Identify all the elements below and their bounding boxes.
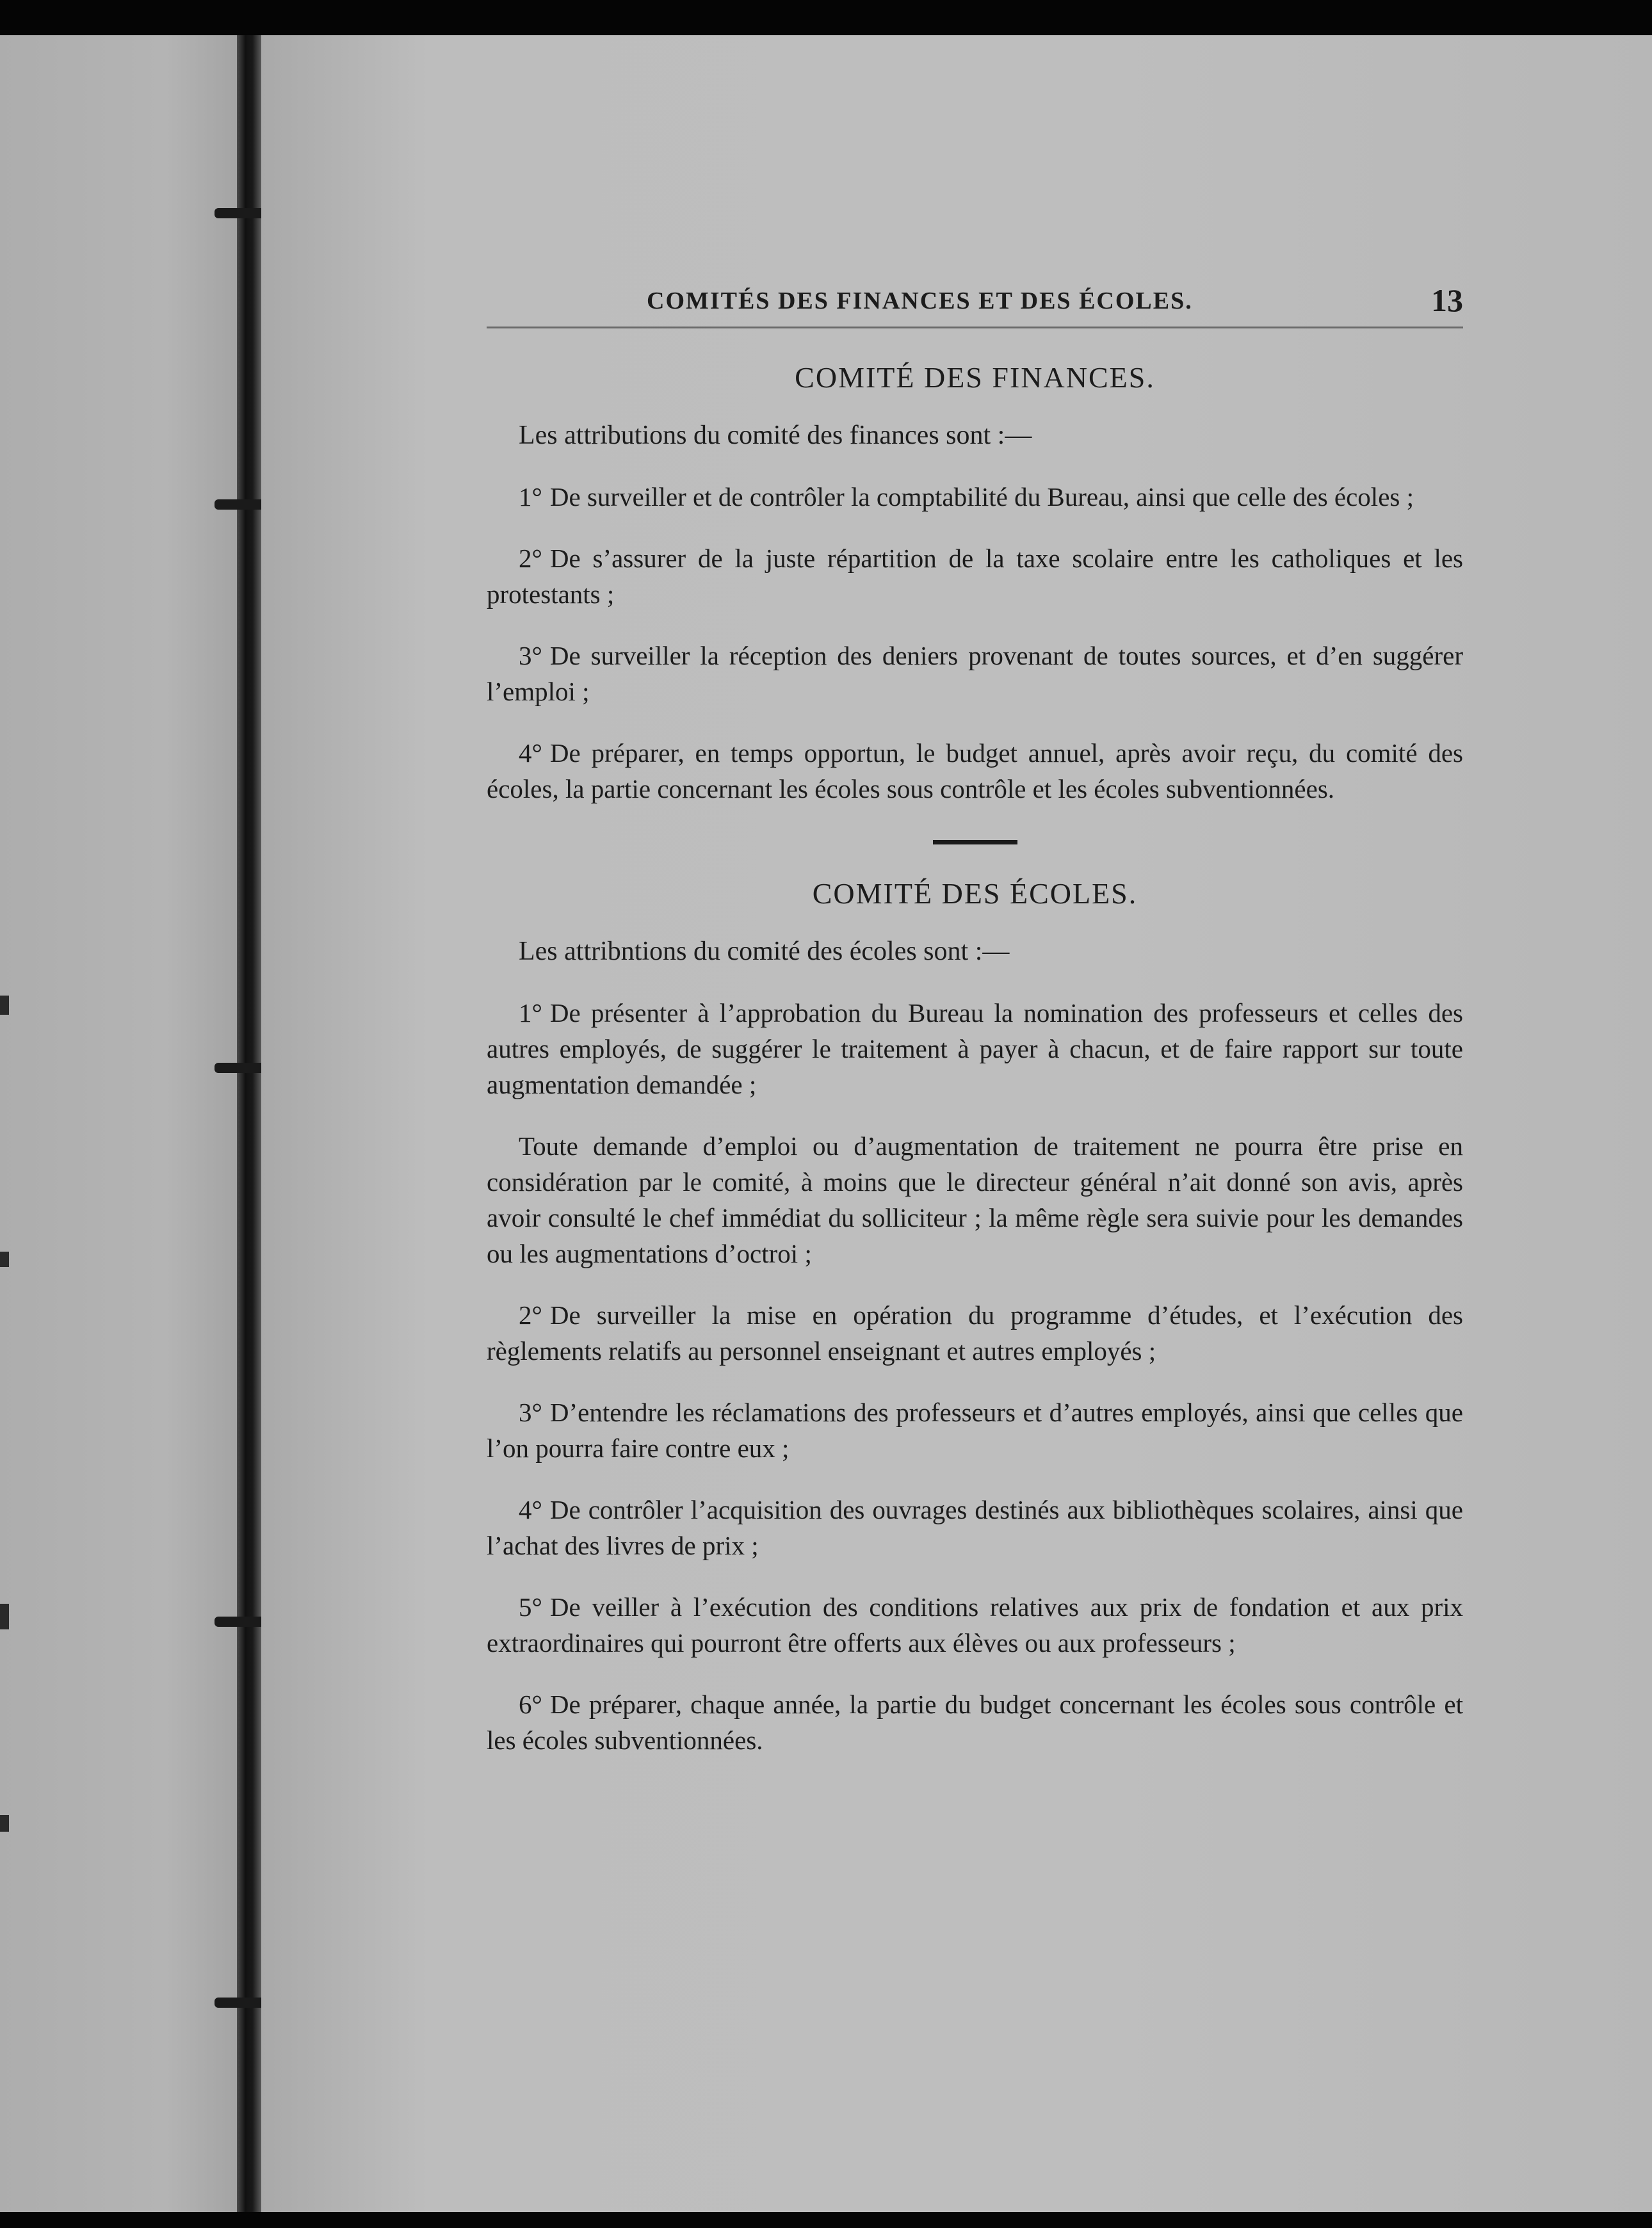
- running-header: [487, 256, 1463, 328]
- item-text: De veiller à l’exécution des conditions relatives aux prix de fondation et aux prix extraordinaires qui pourront être offerts aux élèves ou aux professeurs ;: [487, 1592, 1463, 1658]
- item-number: 2°: [519, 544, 542, 573]
- item-text: De préparer, chaque année, la partie du budget concernant les écoles sous contrôle et les écoles subventionnées.: [487, 1690, 1463, 1755]
- item-text: D’entendre les réclamations des professeurs et d’autres employés, ainsi que celles que l’on pourra faire contre eux ;: [487, 1398, 1463, 1463]
- finances-item: [487, 479, 1463, 515]
- item-text: De préparer, en temps opportun, le budget annuel, après avoir reçu, du comité des écoles, la partie concernant les écoles sous contrôle et les écoles subventionnées.: [487, 738, 1463, 803]
- finances-item: [487, 638, 1463, 709]
- item-text: De surveiller et de contrôler la comptabilité du Bureau, ainsi que celle des écoles ;: [549, 482, 1414, 512]
- page-edge-mark: [0, 1604, 9, 1629]
- section-title-ecoles: COMITÉ DES ÉCOLES.: [812, 877, 1138, 910]
- ecoles-item: [487, 1589, 1463, 1661]
- book-gutter: [237, 35, 261, 2212]
- ecoles-item: [487, 1686, 1463, 1758]
- item-text: De contrôler l’acquisition des ouvrages destinés aux bibliothèques scolaires, ainsi que l’achat des livres de prix ;: [487, 1495, 1463, 1560]
- page-edge-mark: [0, 1252, 9, 1267]
- item-text: De présenter à l’approbation du Bureau la nomination des professeurs et celles des autres employés, de suggérer le traitement à payer à chacun, et de faire rapport sur toute augmentation demandée ;: [487, 998, 1463, 1099]
- ecoles-item: [487, 1394, 1463, 1466]
- item-text: De surveiller la réception des deniers provenant de toutes sources, et d’en suggérer l’emploi ;: [487, 641, 1463, 706]
- item-number: 3°: [519, 641, 542, 670]
- ecoles-intro: Les attribntions du comité des écoles sont :—: [519, 937, 1010, 966]
- section-divider: [933, 840, 1017, 844]
- item-number: 2°: [519, 1300, 542, 1330]
- page-number: 13: [1431, 282, 1463, 318]
- item-number: 4°: [519, 738, 542, 768]
- item-number: 3°: [519, 1398, 542, 1427]
- item-number: 1°: [519, 998, 542, 1028]
- finances-intro: Les attributions du comité des finances sont :—: [519, 421, 1032, 450]
- ecoles-note: Toute demande d’emploi ou d’augmentation de traitement ne pourra être prise en considération par le comité, à moins que le directeur général n’ait donné son avis, après avoir consulté le chef immédiat du solliciteur ; la même règle sera suivie pour les demandes ou les augmentations d’octroi ;: [487, 1131, 1463, 1268]
- page-edge-mark: [0, 1815, 9, 1832]
- item-text: De surveiller la mise en opération du programme d’études, et l’exécution des règlements relatifs au personnel enseignant et autres employés ;: [487, 1300, 1463, 1366]
- finances-item: [487, 540, 1463, 612]
- page-edge-mark: [0, 996, 9, 1015]
- ecoles-item: [487, 995, 1463, 1102]
- page-content: [487, 256, 1463, 1784]
- ecoles-item: [487, 1492, 1463, 1563]
- item-number: 4°: [519, 1495, 542, 1524]
- ecoles-item: [487, 1297, 1463, 1369]
- item-number: 6°: [519, 1690, 542, 1719]
- section-title-finances: COMITÉ DES FINANCES.: [795, 361, 1155, 394]
- left-page-edge: [0, 35, 237, 2212]
- running-title: COMITÉS DES FINANCES ET DES ÉCOLES.: [647, 287, 1193, 314]
- item-number: 1°: [519, 482, 542, 512]
- item-number: 5°: [519, 1592, 542, 1622]
- item-text: De s’assurer de la juste répartition de la taxe scolaire entre les catholiques et les protestants ;: [487, 544, 1463, 609]
- finances-item: [487, 735, 1463, 807]
